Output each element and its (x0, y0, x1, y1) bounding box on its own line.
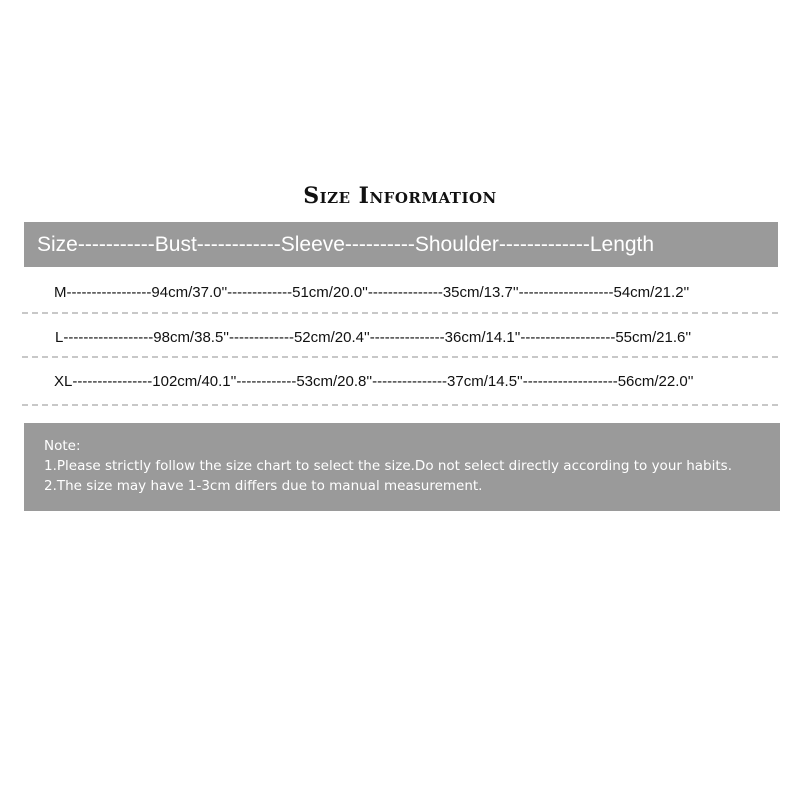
size-table-header: Size-----------Bust------------Sleeve----------Shoulder-------------Length (24, 222, 778, 267)
row-divider (22, 356, 778, 358)
note-box (24, 423, 780, 511)
note-line-1: 1.Please strictly follow the size chart to select the size.Do not select directly according to your habits. (44, 458, 732, 474)
row-divider (22, 404, 778, 406)
row-divider (22, 312, 778, 314)
size-row-l: L------------------98cm/38.5''-------------52cm/20.4''---------------36cm/14.1''-------------------55cm/21.6'' (55, 329, 692, 346)
page-title: Size Information (303, 183, 497, 209)
size-row-m: M-----------------94cm/37.0''-------------51cm/20.0''---------------35cm/13.7''-------------------54cm/21.2'' (54, 284, 690, 301)
size-row-xl: XL----------------102cm/40.1''------------53cm/20.8''---------------37cm/14.5''-------------------56cm/22.0'' (54, 373, 694, 390)
note-heading: Note: (44, 438, 81, 454)
note-line-2: 2.The size may have 1-3cm differs due to manual measurement. (44, 478, 483, 494)
